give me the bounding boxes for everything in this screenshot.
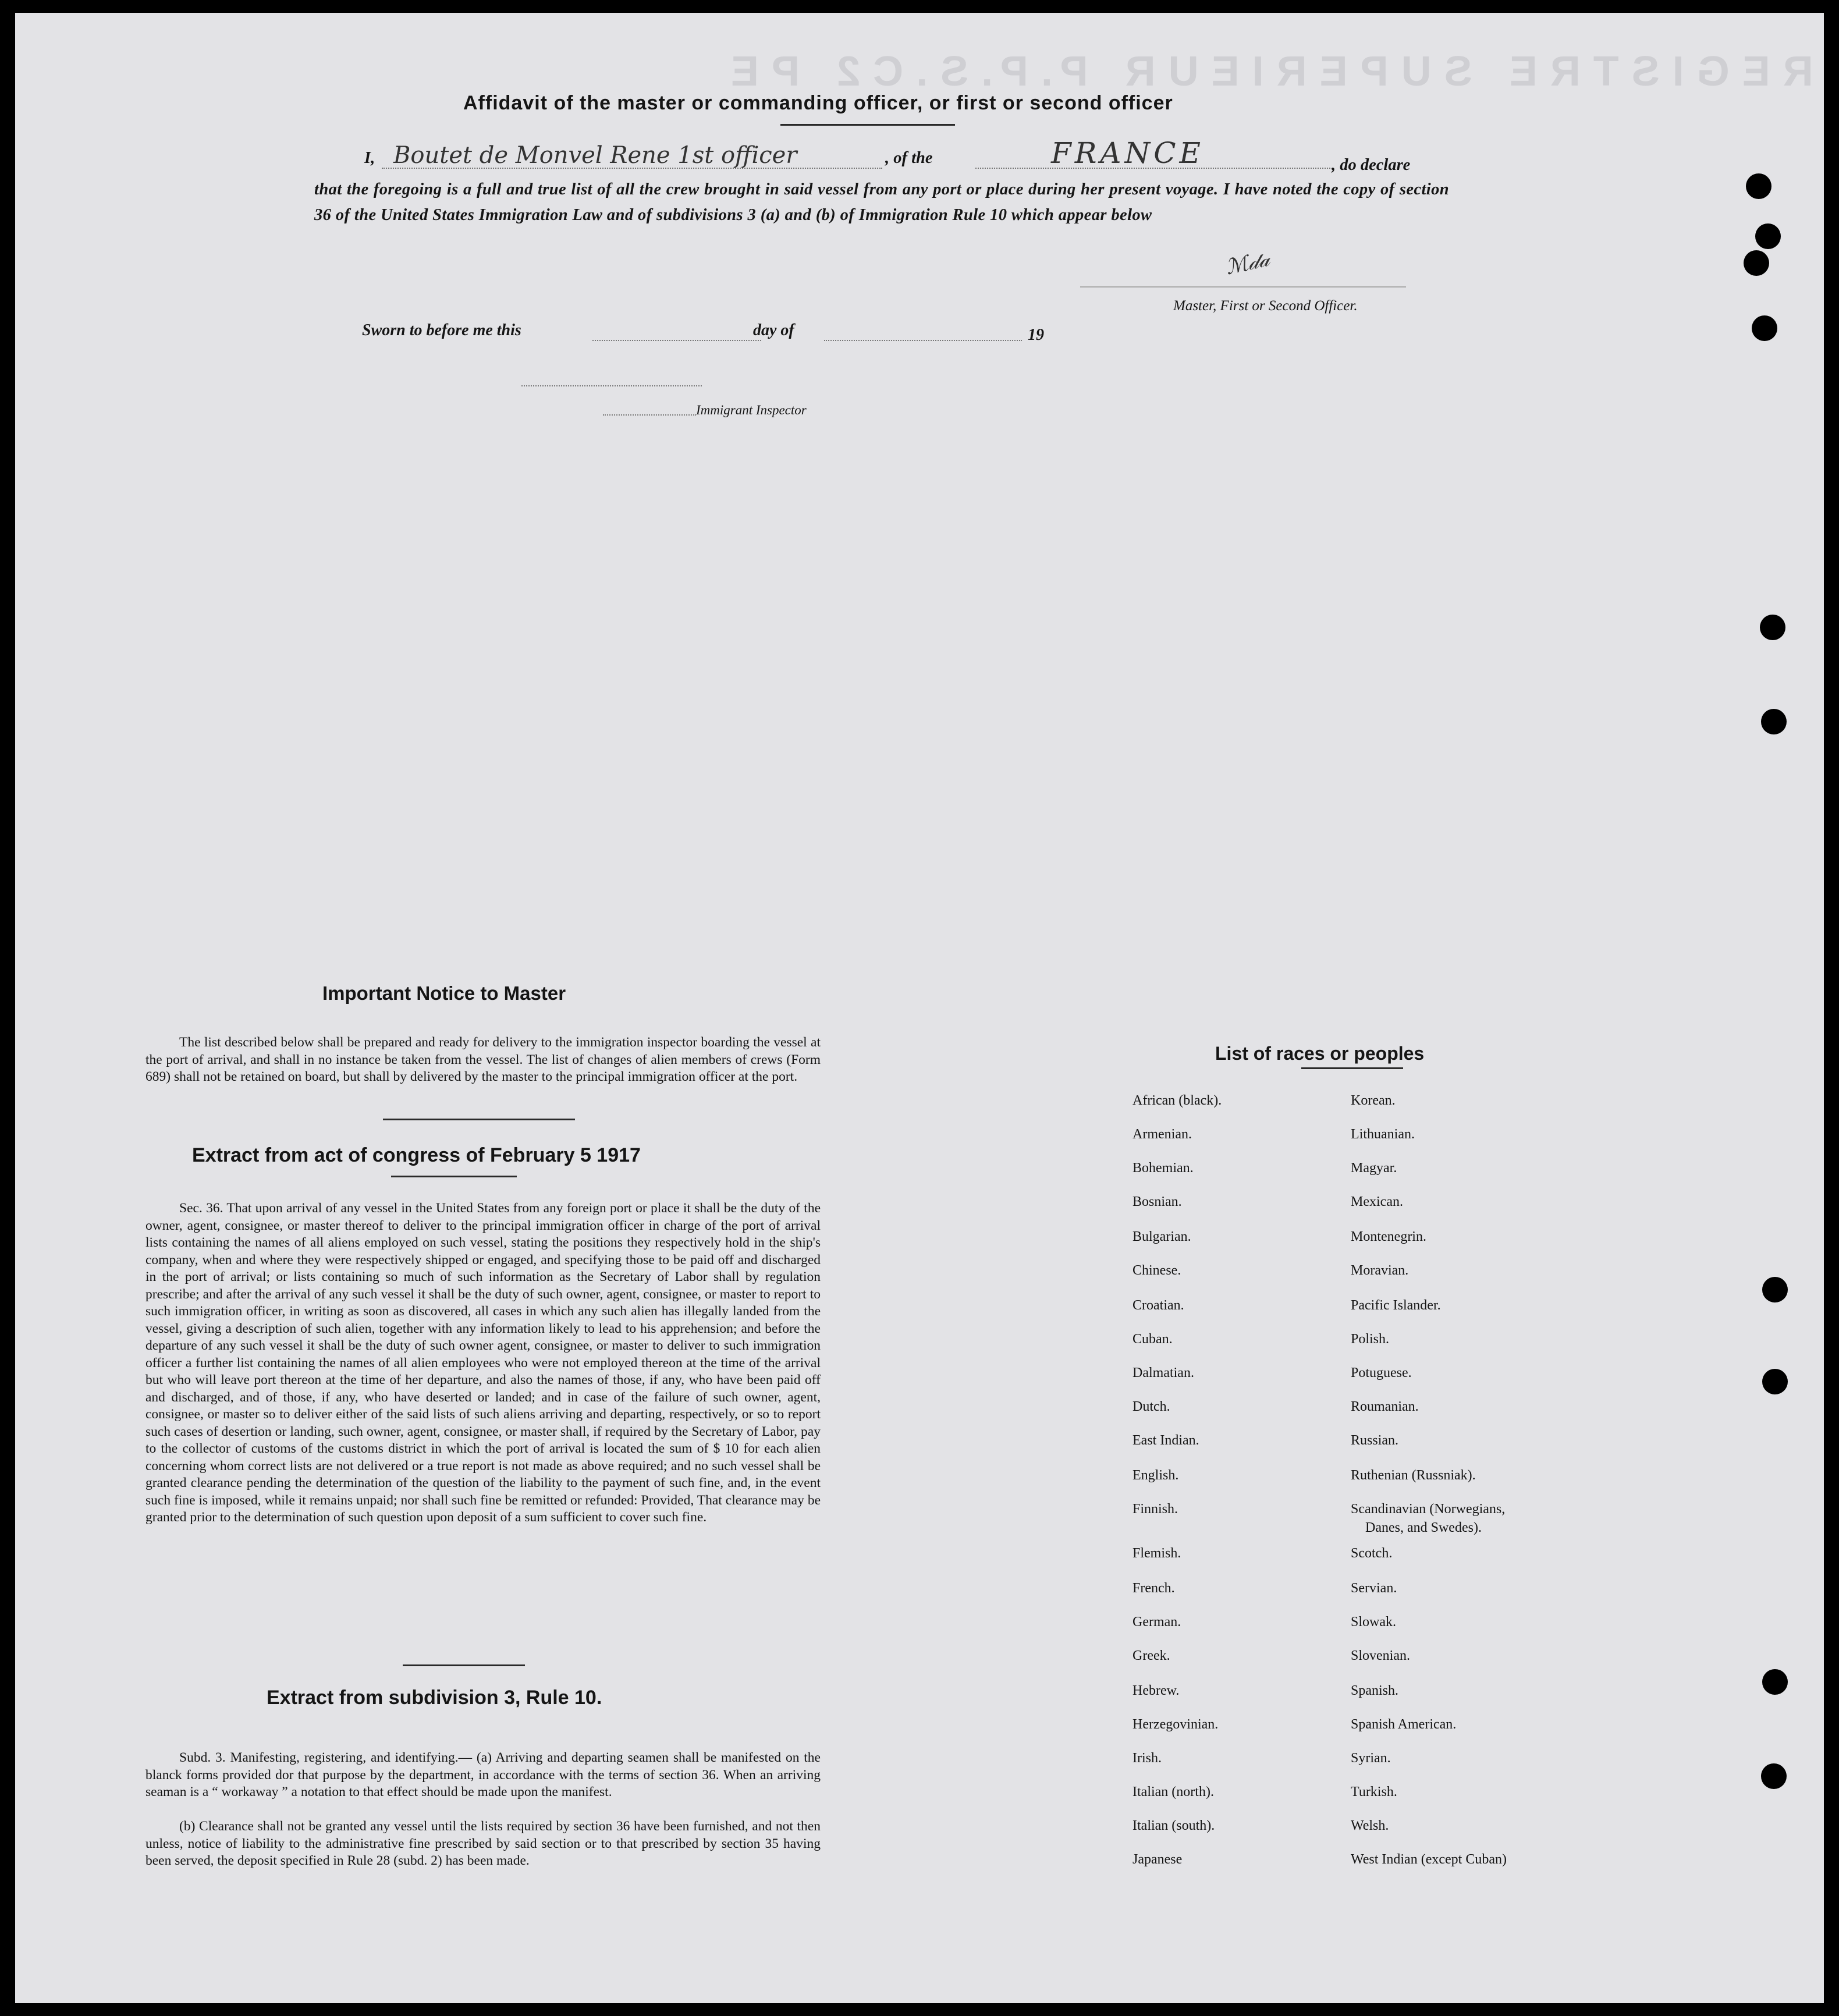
race-item: Bulgarian.	[1132, 1229, 1191, 1244]
sworn-label: Sworn to before me this	[362, 321, 521, 339]
race-item: Croatian.	[1132, 1298, 1184, 1313]
race-item: Armenian.	[1132, 1127, 1192, 1142]
notice-title: Important Notice to Master	[322, 982, 566, 1004]
race-continuation: Danes, and Swedes).	[1365, 1520, 1482, 1535]
inspector-label: Immigrant Inspector	[696, 403, 807, 417]
race-item: Cuban.	[1132, 1332, 1173, 1347]
officer-signature: ℳ𝒹𝒶	[1223, 247, 1272, 280]
punch-hole	[1760, 615, 1785, 640]
day-of-label: day of	[753, 321, 794, 339]
race-item: Scotch.	[1351, 1546, 1393, 1561]
race-item: English.	[1132, 1468, 1179, 1483]
race-item: Bosnian.	[1132, 1194, 1182, 1209]
race-item: Roumanian.	[1351, 1399, 1419, 1414]
inspector-line-2	[603, 414, 696, 416]
title-underline	[780, 124, 955, 126]
race-item: German.	[1132, 1614, 1181, 1630]
race-item: Slovenian.	[1351, 1648, 1410, 1663]
race-item: African (black).	[1132, 1093, 1222, 1108]
vessel-handwritten: FRANCE	[1051, 136, 1204, 170]
punch-hole	[1761, 709, 1787, 734]
race-item: Chinese.	[1132, 1263, 1181, 1278]
race-item: East Indian.	[1132, 1433, 1199, 1448]
signature-label: Master, First or Second Officer.	[1173, 298, 1358, 314]
punch-hole	[1762, 1277, 1788, 1302]
affidavit-body: that the foregoing is a full and true list of all the crew brought in said vessel from any port or place during her present voyage. I have noted the copy of section 36 of the United States Immigration Law and of subdivisions 3 (a) and (b) of Immigration Rule 10 which appear below	[314, 180, 1449, 224]
race-item: Mexican.	[1351, 1194, 1403, 1209]
race-item: West Indian (except Cuban)	[1351, 1852, 1507, 1867]
extract-rule-para-a: Subd. 3. Manifesting, registering, and identifying.— (a) Arriving and departing seamen shall be manifested on the blanck forms provided dor that purpose by the department, in accordance with the terms of section 36. When an arriving seaman is a “ workaway ” a notation to that effect should be made upon the manifest.	[145, 1750, 821, 1800]
inspector-line	[521, 385, 702, 386]
race-item: Ruthenian (Russniak).	[1351, 1468, 1476, 1483]
manifest-page	[15, 13, 1824, 2003]
race-item: Pacific Islander.	[1351, 1298, 1441, 1313]
race-item: Polish.	[1351, 1332, 1390, 1347]
race-item: French.	[1132, 1581, 1175, 1596]
race-item: Japanese	[1132, 1852, 1183, 1867]
extract-divider	[403, 1664, 525, 1666]
year-label: 19	[1028, 326, 1044, 344]
officer-name-handwritten: Boutet de Monvel Rene 1st officer	[393, 142, 797, 169]
extract-rule-title: Extract from subdivision 3, Rule 10.	[267, 1687, 602, 1709]
sworn-day-line	[592, 340, 761, 341]
race-item: Hebrew.	[1132, 1683, 1180, 1698]
punch-hole	[1744, 250, 1769, 276]
punch-hole	[1761, 1763, 1787, 1789]
race-item: Servian.	[1351, 1581, 1397, 1596]
punch-hole	[1755, 223, 1781, 249]
race-item: Italian (south).	[1132, 1818, 1215, 1833]
race-item: Magyar.	[1351, 1160, 1397, 1176]
race-item: Slowak.	[1351, 1614, 1396, 1630]
race-item: Bohemian.	[1132, 1160, 1194, 1176]
extract-rule-para-b: (b) Clearance shall not be granted any vessel until the lists required by section 36 have been furnished, and not then unless, notice of liability to the administrative fine prescribed by said section or to that prescribed by section 35 having been served, the deposit specified in Rule 28 (subd. 2) has been made.	[145, 1819, 821, 1868]
race-item: Flemish.	[1132, 1546, 1181, 1561]
race-item: Dalmatian.	[1132, 1365, 1194, 1380]
races-title: List of races or peoples	[1215, 1043, 1425, 1064]
race-item: Italian (north).	[1132, 1784, 1214, 1800]
race-item: Moravian.	[1351, 1263, 1409, 1278]
affidavit-title: Affidavit of the master or commanding officer, or first or second officer	[463, 92, 1173, 114]
race-item: Spanish American.	[1351, 1717, 1457, 1732]
extract-act-underline	[391, 1176, 517, 1177]
race-item: Syrian.	[1351, 1751, 1391, 1766]
race-item: Spanish.	[1351, 1683, 1399, 1698]
race-item: Herzegovinian.	[1132, 1717, 1219, 1732]
notice-body: The list described below shall be prepared and ready for delivery to the immigration inspector boarding the vessel at the port of arrival, and shall in no instance be taken from the vessel. The list of changes of alien members of crews (Form 689) shall not be retained on board, but shall by delivered by the master to the principal immigration officer at the port.	[145, 1035, 821, 1084]
race-item: Russian.	[1351, 1433, 1399, 1448]
signature-line	[1080, 286, 1406, 288]
race-item: Finnish.	[1132, 1502, 1178, 1517]
race-item: Welsh.	[1351, 1818, 1389, 1833]
show-through-text: REGISTRE SUPERIEUR P.P.S.C2 PE	[718, 48, 1813, 95]
affidavit-i: I,	[364, 149, 375, 167]
race-item: Irish.	[1132, 1751, 1162, 1766]
punch-hole	[1746, 173, 1771, 199]
races-title-underline	[1301, 1067, 1403, 1069]
race-item: Dutch.	[1132, 1399, 1170, 1414]
race-item: Turkish.	[1351, 1784, 1397, 1800]
race-item: Montenegrin.	[1351, 1229, 1426, 1244]
extract-act-title: Extract from act of congress of February 5 1917	[192, 1144, 641, 1166]
race-item: Potuguese.	[1351, 1365, 1412, 1380]
race-item: Scandinavian (Norwegians,	[1351, 1502, 1506, 1517]
race-item: Greek.	[1132, 1648, 1170, 1663]
sworn-month-line	[824, 340, 1022, 341]
do-declare-label: , do declare	[1332, 156, 1411, 174]
race-item: Korean.	[1351, 1093, 1396, 1108]
extract-act-body: Sec. 36. That upon arrival of any vessel in the United States from any foreign port or place it shall be the duty of the owner, agent, consignee, or master thereof to deliver to the principal immigration officer in charge of the port of arrival lists containing the names of all aliens employed on such vessel, stating the positions they respectively hold in the ship's company, when and where they were respectively shipped or engaged, and specifying those to be paid off and discharged in the port of arrival; or lists containing so much of such information as the Secretary of Labor shall by regulation prescribe; and after the arrival of any such vessel it shall be the duty of such owner, agent, consignee, or master to report to such immigration officer, in writing as soon as discovered, all cases in which any such alien has illegally landed from the vessel, giving a description of such alien, together with any information likely to lead to his apprehension; and before the departure of any such vessel it shall be the duty of such owner agent, consignee, or master to deliver to such immigration officer a further list containing the names of all alien employees who were not employed thereon at the time of the arrival but who will leave port thereon at the time of her departure, and also the names of those, if any, who have been paid off and discharged, and of those, if any, who have deserted or landed; and in case of the failure of such owner, agent, consignee, or master so to deliver either of the said lists of such aliens arriving and departing, respectively, or so to report such cases of desertion or landing, such owner, agent, consignee, or master shall, if required by the Secretary of Labor, pay to the collector of customs of the customs district in which the port of arrival is located the sum of $ 10 for each alien concerning whom correct lists are not delivered or a true report is not made as above required; and no such vessel shall be granted clearance pending the determination of the question of the liability to the payment of such fine, and, in the event such fine is imposed, while it remains unpaid; nor shall such fine be remitted or refunded: Provided, That clearance may be granted prior to the determination of such question upon deposit of a sum sufficient to cover such fine.	[145, 1201, 821, 1525]
of-the-label: , of the	[885, 149, 933, 167]
punch-hole	[1762, 1669, 1788, 1695]
punch-hole	[1752, 315, 1777, 341]
punch-hole	[1762, 1369, 1788, 1394]
race-item: Lithuanian.	[1351, 1127, 1415, 1142]
notice-divider	[383, 1119, 575, 1120]
